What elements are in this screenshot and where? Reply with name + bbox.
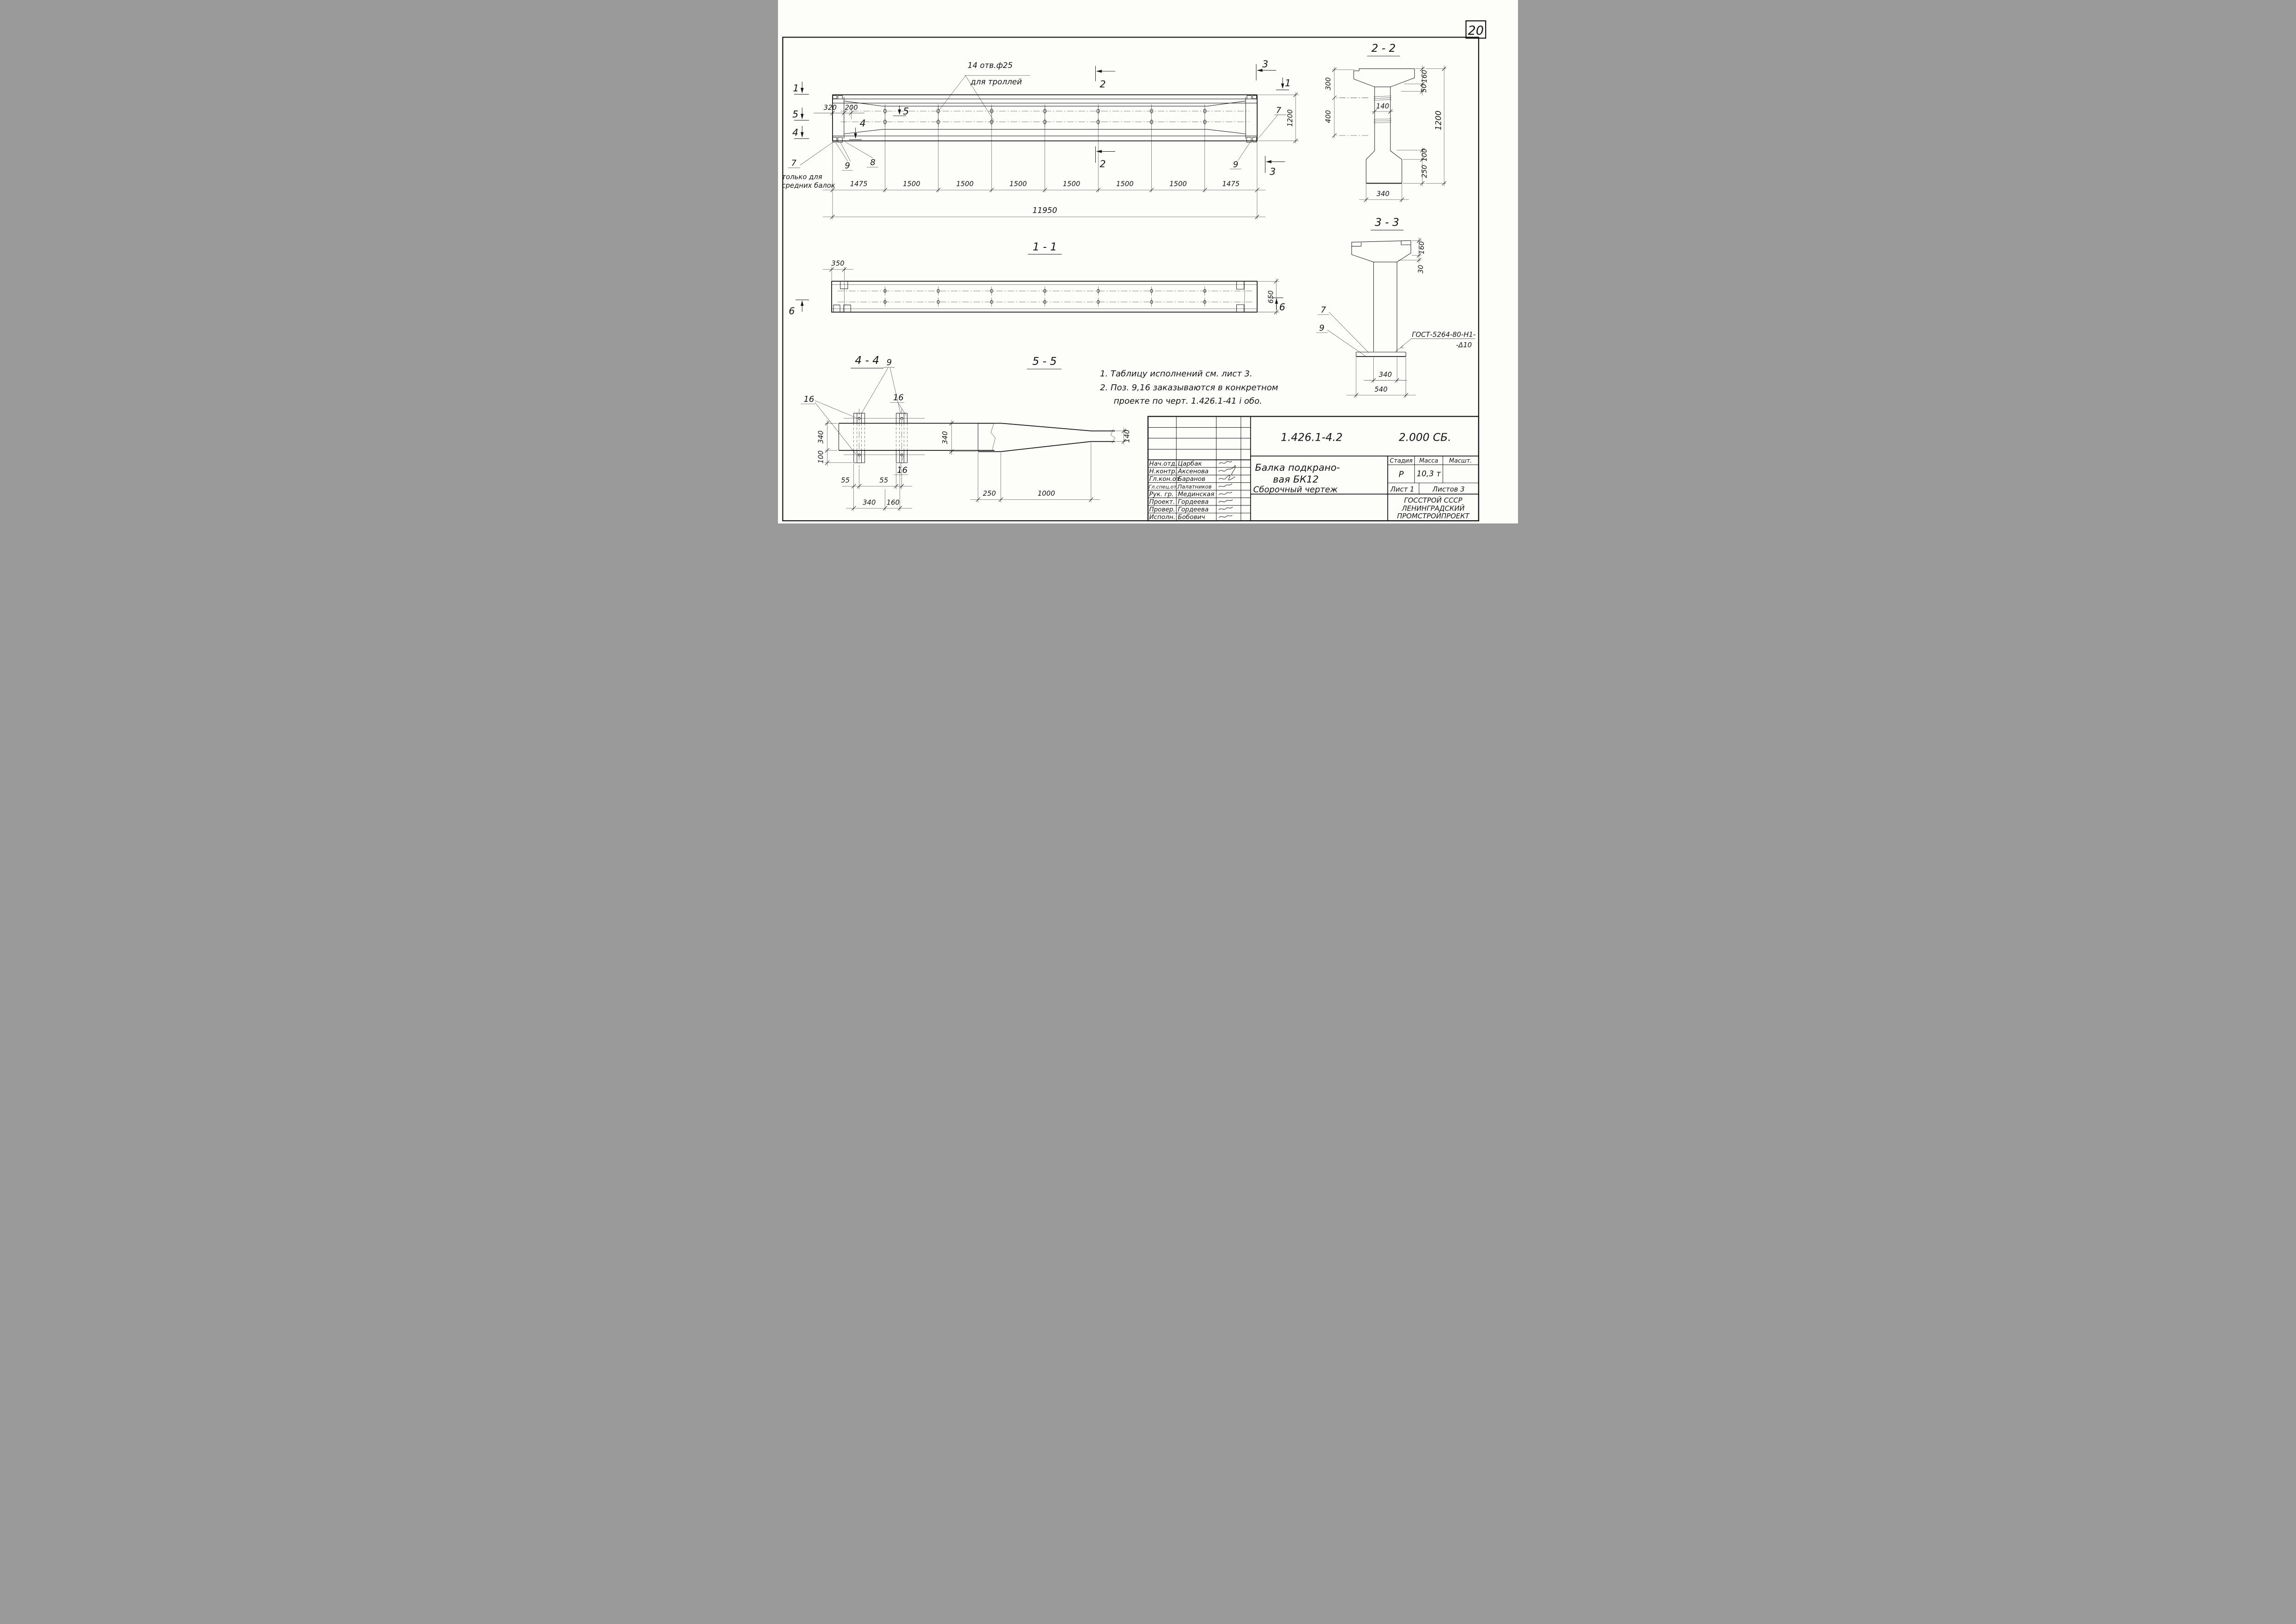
signature <box>1219 507 1233 510</box>
svg-text:3: 3 <box>1270 166 1276 177</box>
svg-text:1475: 1475 <box>1222 180 1240 188</box>
svg-text:Палатников: Палатников <box>1178 483 1212 490</box>
product-title: Балка подкрано- <box>1255 461 1340 473</box>
dim-label: 320 <box>823 104 837 112</box>
signature <box>1218 466 1235 475</box>
svg-text:2: 2 <box>1099 158 1106 170</box>
svg-text:только для: только для <box>782 173 822 181</box>
section-marker-2-top <box>1096 66 1116 89</box>
section-marker-4-inner <box>849 117 866 140</box>
callout-9-left <box>836 143 853 171</box>
end-plates <box>833 96 1257 142</box>
weld-annotation <box>1395 331 1475 352</box>
svg-text:160: 160 <box>1420 69 1429 83</box>
notes <box>1100 369 1278 406</box>
title-block <box>1148 417 1479 521</box>
section-marker-6-left <box>789 300 809 317</box>
svg-text:Бобович: Бобович <box>1178 513 1205 521</box>
signature <box>1219 461 1232 464</box>
svg-text:8: 8 <box>870 158 876 168</box>
sheet-number: 20 <box>1468 23 1484 38</box>
svg-text:Провер.: Провер. <box>1149 505 1175 513</box>
section-marker-4 <box>792 126 809 138</box>
callout-9-section33 <box>1316 323 1366 356</box>
svg-text:Аксенова: Аксенова <box>1178 468 1209 475</box>
svg-text:9: 9 <box>1233 160 1239 170</box>
org-name: ПРОМСТРОЙПРОЕКТ <box>1397 512 1469 521</box>
sheet-label: Лист 1 <box>1390 486 1414 494</box>
svg-text:Гордеева: Гордеева <box>1178 498 1209 506</box>
svg-text:Н.контр.: Н.контр. <box>1149 468 1178 475</box>
svg-text:5: 5 <box>792 108 799 120</box>
beam-elevation <box>782 59 1299 220</box>
svg-text:160: 160 <box>1418 241 1426 254</box>
callout-7-left <box>782 142 835 190</box>
svg-text:Гл.спец.от.: Гл.спец.от. <box>1148 484 1179 490</box>
section-marker-5 <box>792 108 809 120</box>
svg-text:Рук. гр.: Рук. гр. <box>1149 491 1174 498</box>
signature <box>1219 515 1232 518</box>
drawing-sheet <box>778 0 1518 523</box>
dim-label: 1200 <box>1286 109 1295 127</box>
dim-total: 11950 <box>1032 205 1057 215</box>
svg-text:9: 9 <box>1319 323 1325 333</box>
svg-text:1500: 1500 <box>1062 180 1080 188</box>
svg-text:1500: 1500 <box>902 180 920 188</box>
svg-text:проекте по черт. 1.426.1-41 і: проекте по черт. 1.426.1-41 і обо. <box>1113 396 1262 406</box>
callout-7-section33 <box>1318 305 1369 352</box>
svg-text:Масса: Масса <box>1419 457 1438 465</box>
svg-text:400: 400 <box>1324 110 1333 123</box>
svg-text:Исполн.: Исполн. <box>1149 513 1176 521</box>
section-marker-3-top <box>1256 59 1276 80</box>
svg-text:-Δ10: -Δ10 <box>1456 341 1472 350</box>
svg-text:2: 2 <box>1099 78 1106 90</box>
callout-16-right <box>890 393 906 416</box>
svg-text:3 - 3: 3 - 3 <box>1375 216 1399 229</box>
svg-text:14 отв.ф25: 14 отв.ф25 <box>967 60 1013 70</box>
dim-label: 200 <box>845 104 858 112</box>
svg-text:340: 340 <box>941 431 950 444</box>
svg-text:1: 1 <box>1284 77 1291 89</box>
svg-text:5: 5 <box>903 105 909 117</box>
callout-9-right <box>1230 142 1250 170</box>
svg-text:1000: 1000 <box>1037 490 1055 498</box>
svg-text:1200: 1200 <box>1433 111 1443 130</box>
signature <box>1219 492 1232 495</box>
svg-text:250: 250 <box>982 490 996 498</box>
svg-text:Гл.кон.от.: Гл.кон.от. <box>1149 475 1182 483</box>
holes-annotation <box>939 61 1031 121</box>
svg-text:Царбак: Царбак <box>1178 460 1202 468</box>
sheets-label: Листов 3 <box>1432 486 1465 494</box>
org-name: ЛЕНИНГРАДСКИЙ <box>1401 504 1465 513</box>
section-marker-2-bottom <box>1096 147 1116 170</box>
svg-text:55: 55 <box>841 476 850 485</box>
signature <box>1219 499 1233 502</box>
stage-value: Р <box>1398 469 1404 480</box>
svg-text:Проект.: Проект. <box>1149 498 1175 506</box>
svg-text:1475: 1475 <box>850 180 868 188</box>
svg-text:140: 140 <box>1376 102 1389 111</box>
svg-text:1 - 1: 1 - 1 <box>1032 240 1057 253</box>
svg-text:1. Таблицу исполнений см. лис: 1. Таблицу исполнений см. лист 3. <box>1100 369 1253 379</box>
svg-text:9: 9 <box>886 357 892 368</box>
org-name: ГОССТРОЙ СССР <box>1404 496 1463 504</box>
svg-text:6: 6 <box>789 305 795 317</box>
svg-text:4: 4 <box>792 127 799 138</box>
section-4-4 <box>801 354 995 511</box>
svg-text:340: 340 <box>1376 190 1390 198</box>
svg-text:50: 50 <box>1420 84 1428 93</box>
svg-text:650: 650 <box>1267 290 1275 304</box>
signature <box>1219 484 1232 487</box>
svg-text:4 - 4: 4 - 4 <box>855 354 880 367</box>
mass-value: 10,3 т <box>1416 469 1441 479</box>
section-1-1 <box>789 240 1285 316</box>
svg-text:Гордеева: Гордеева <box>1178 505 1209 513</box>
svg-text:250: 250 <box>1420 165 1429 178</box>
svg-text:100: 100 <box>817 450 825 464</box>
svg-text:Стадия: Стадия <box>1389 457 1413 465</box>
svg-text:7: 7 <box>1276 105 1282 116</box>
svg-text:Нач.отд.: Нач.отд. <box>1149 460 1178 468</box>
svg-text:4: 4 <box>859 117 866 129</box>
doc-number: 1.426.1-4.2 <box>1281 431 1343 444</box>
trolley-holes <box>884 105 1206 192</box>
svg-text:Мединская: Мединская <box>1178 491 1215 498</box>
svg-text:для троллей: для троллей <box>970 77 1022 86</box>
svg-text:3: 3 <box>1262 58 1269 70</box>
product-title: вая БК12 <box>1273 474 1319 485</box>
svg-text:1500: 1500 <box>1169 180 1187 188</box>
section-2-2 <box>1325 42 1446 202</box>
svg-text:7: 7 <box>1321 305 1326 315</box>
signature-rows <box>1148 460 1235 521</box>
section-marker-1-right <box>1276 77 1291 90</box>
section-3-3 <box>1316 216 1476 398</box>
svg-text:6: 6 <box>1279 301 1285 313</box>
svg-text:340: 340 <box>1378 370 1392 379</box>
svg-text:ГОСТ-5264-80-Н1-: ГОСТ-5264-80-Н1- <box>1412 331 1476 339</box>
svg-text:2 - 2: 2 - 2 <box>1371 42 1396 55</box>
svg-text:340: 340 <box>817 430 825 444</box>
svg-text:средних балок: средних балок <box>782 182 835 190</box>
plan-holes <box>884 286 1206 306</box>
svg-text:140: 140 <box>1123 429 1131 443</box>
svg-text:16: 16 <box>893 393 904 403</box>
callout-16-left <box>801 394 857 454</box>
svg-text:Масшт.: Масшт. <box>1449 457 1472 465</box>
page-frame <box>783 21 1486 521</box>
svg-text:350: 350 <box>831 259 845 268</box>
product-title: Сборочный чертеж <box>1253 485 1338 495</box>
signature <box>1219 475 1235 480</box>
callout-7-right <box>1259 105 1286 138</box>
svg-text:9: 9 <box>845 161 850 171</box>
svg-text:2. Поз. 9,16 заказываются в ко: 2. Поз. 9,16 заказываются в конкретном <box>1100 382 1278 393</box>
section-marker-3-bottom <box>1265 156 1285 177</box>
svg-text:340: 340 <box>863 498 876 507</box>
svg-text:540: 540 <box>1374 386 1388 394</box>
svg-text:1: 1 <box>793 82 799 94</box>
doc-set: 2.000 СБ. <box>1399 431 1451 444</box>
svg-text:7: 7 <box>791 158 796 168</box>
svg-text:5 - 5: 5 - 5 <box>1032 355 1057 368</box>
svg-text:100: 100 <box>1420 148 1429 162</box>
section-marker-1 <box>793 82 809 94</box>
svg-text:Баранов: Баранов <box>1178 475 1205 483</box>
svg-text:16: 16 <box>897 465 908 475</box>
svg-text:1500: 1500 <box>1116 180 1134 188</box>
svg-text:1500: 1500 <box>1009 180 1027 188</box>
svg-text:55: 55 <box>879 476 889 485</box>
svg-text:16: 16 <box>803 394 815 404</box>
svg-text:300: 300 <box>1324 77 1333 91</box>
svg-text:30: 30 <box>1417 265 1425 274</box>
svg-text:1500: 1500 <box>956 180 974 188</box>
svg-text:160: 160 <box>886 498 900 507</box>
